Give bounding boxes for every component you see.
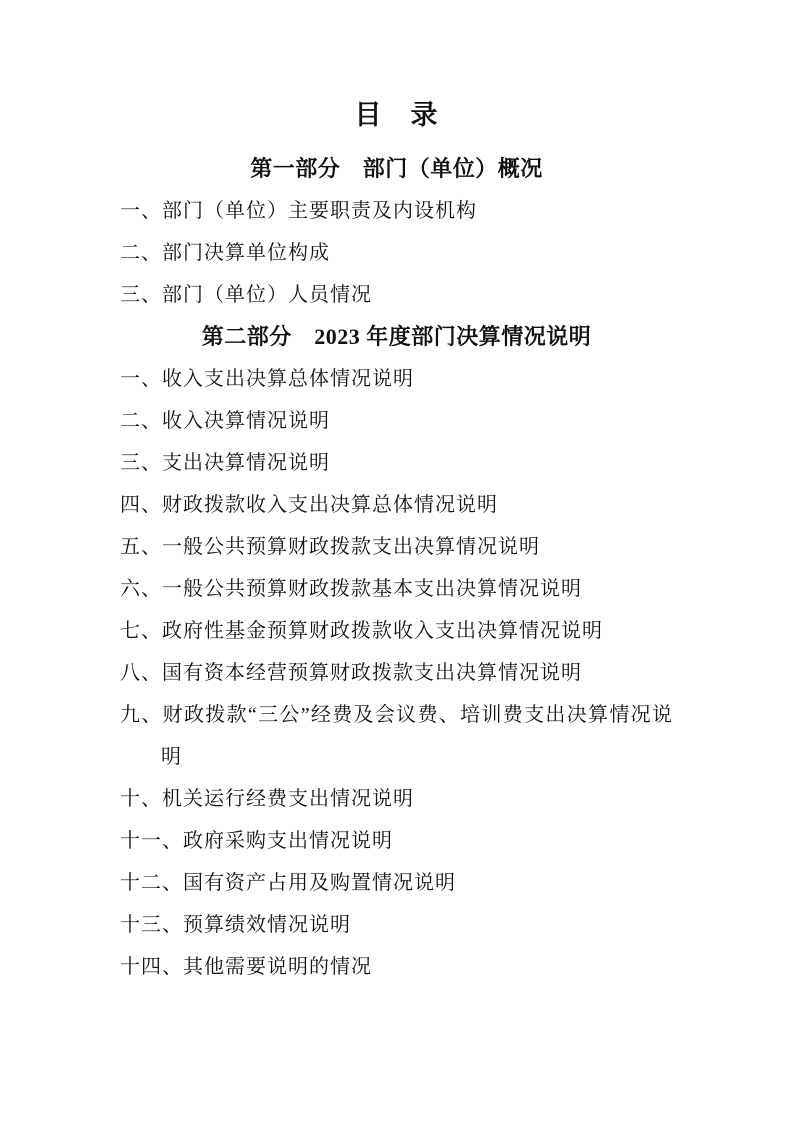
toc-item: 十一、政府采购支出情况说明 (120, 830, 393, 852)
section-1-heading: 第一部分 部门（单位）概况 (250, 156, 543, 181)
toc-item: 三、部门（单位）人员情况 (120, 284, 372, 306)
toc-item: 十、机关运行经费支出情况说明 (120, 788, 414, 810)
toc-item: 一、收入支出决算总体情况说明 (120, 368, 414, 390)
toc-content (120, 98, 673, 988)
toc-item: 十四、其他需要说明的情况 (120, 956, 372, 978)
toc-item: 五、一般公共预算财政拨款支出决算情况说明 (120, 536, 540, 558)
toc-item: 九、财政拨款“三公”经费及会议费、培训费支出决算情况说明 (120, 704, 673, 768)
toc-item: 四、财政拨款收入支出决算总体情况说明 (120, 494, 498, 516)
section-2-heading: 第二部分 2023 年度部门决算情况说明 (201, 324, 592, 349)
toc-item: 二、部门决算单位构成 (120, 242, 330, 264)
toc-item: 一、部门（单位）主要职责及内设机构 (120, 200, 477, 222)
toc-item: 三、支出决算情况说明 (120, 452, 330, 474)
toc-item: 十三、预算绩效情况说明 (120, 914, 351, 936)
toc-item: 八、国有资本经营预算财政拨款支出决算情况说明 (120, 662, 582, 684)
toc-item: 二、收入决算情况说明 (120, 410, 330, 432)
toc-title: 目 录 (354, 100, 439, 130)
toc-item: 六、一般公共预算财政拨款基本支出决算情况说明 (120, 578, 582, 600)
toc-item: 七、政府性基金预算财政拨款收入支出决算情况说明 (120, 620, 603, 642)
toc-item: 十二、国有资产占用及购置情况说明 (120, 872, 456, 894)
